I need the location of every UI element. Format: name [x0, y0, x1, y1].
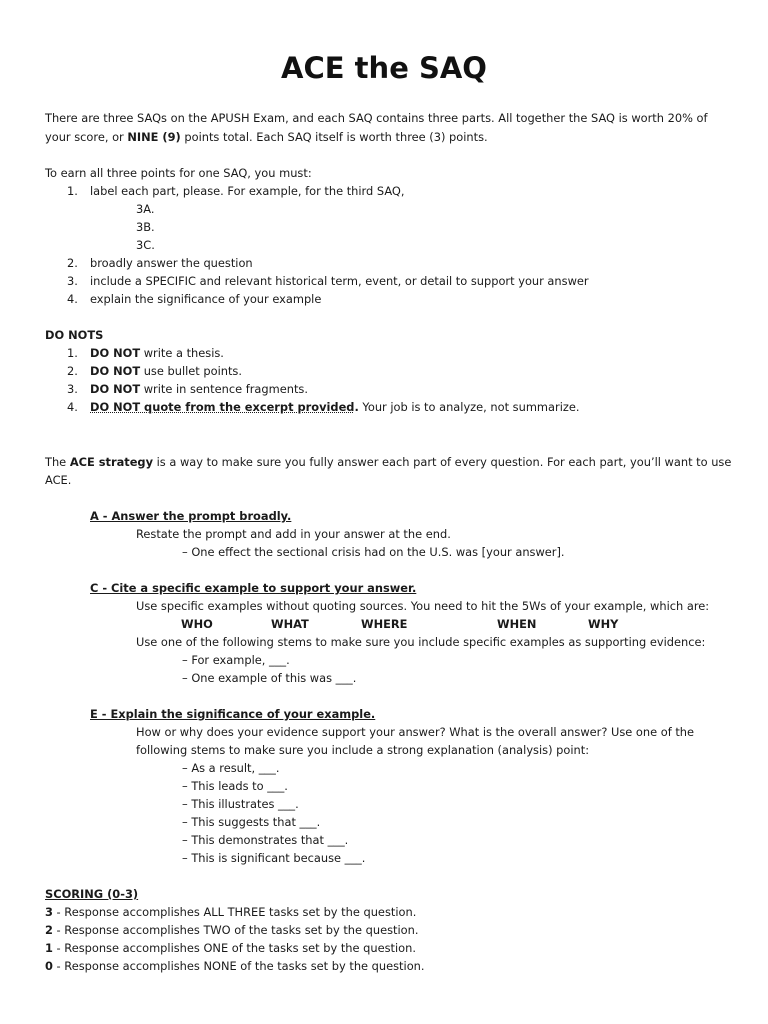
donots-heading: DO NOTS	[45, 328, 104, 342]
list-number: 2.	[67, 364, 78, 378]
section-a-example: – One effect the sectional crisis had on the U.S. was [your answer].	[182, 545, 565, 559]
donot-emphasis: DO NOT	[90, 364, 141, 378]
part-label-3a: 3A.	[136, 202, 155, 216]
ace-intro-line-2: ACE.	[45, 473, 72, 487]
list-text	[90, 380, 308, 398]
scoring-row	[45, 939, 416, 957]
section-e-stem-1: – As a result, ___.	[182, 761, 280, 775]
list-number: 2.	[67, 256, 78, 270]
score-value: 1	[45, 941, 53, 955]
donot-emphasis: DO NOT quote from the excerpt provided	[90, 400, 355, 414]
donot-emphasis-period: .	[354, 400, 359, 414]
list-text: explain the significance of your example	[90, 292, 322, 306]
list-number: 1.	[67, 184, 78, 198]
list-number: 1.	[67, 346, 78, 360]
ace-strategy-emphasis: ACE strategy	[69, 455, 154, 469]
w-label-what: WHAT	[271, 617, 309, 631]
ace-text-tail: is a way to make sure you fully answer each part of every question. For each part, you’ll want to use	[153, 455, 732, 469]
score-description: - Response accomplishes ALL THREE tasks set by the question.	[52, 905, 417, 919]
section-e-stem-6: – This is significant because ___.	[182, 851, 366, 865]
section-e-stem-2: – This leads to ___.	[182, 779, 288, 793]
score-value: 0	[45, 959, 53, 973]
part-label-3b: 3B.	[136, 220, 155, 234]
score-value: 3	[45, 905, 53, 919]
score-value: 2	[45, 923, 53, 937]
donot-text: use bullet points.	[140, 364, 242, 378]
intro-text: your score, or	[45, 130, 128, 144]
scoring-row	[45, 903, 416, 921]
scoring-row	[45, 921, 418, 939]
list-text: include a SPECIFIC and relevant historical term, event, or detail to support your answer	[90, 274, 589, 288]
section-e-text-1: How or why does your evidence support your answer? What is the overall answer? Use one of the	[136, 725, 695, 739]
section-e-heading: E - Explain the significance of your example.	[90, 707, 376, 721]
scoring-heading: SCORING (0-3)	[45, 887, 139, 901]
intro-line-1: There are three SAQs on the APUSH Exam, and each SAQ contains three parts. All together the SAQ is worth 20% of	[45, 111, 708, 125]
section-c-text-1: Use specific examples without quoting sources. You need to hit the 5Ws of your example, which are:	[136, 599, 710, 613]
page-title: ACE the SAQ	[281, 51, 487, 85]
donot-text: write in sentence fragments.	[140, 382, 308, 396]
section-e-stem-5: – This demonstrates that ___.	[182, 833, 349, 847]
list-text: label each part, please. For example, for the third SAQ,	[90, 184, 405, 198]
section-e-text-2: following stems to make sure you include a strong explanation (analysis) point:	[136, 743, 590, 757]
donot-emphasis: DO NOT	[90, 382, 141, 396]
score-description: - Response accomplishes NONE of the tasks set by the question.	[52, 959, 425, 973]
section-c-stem-1: – For example, ___.	[182, 653, 290, 667]
section-e-stem-4: – This suggests that ___.	[182, 815, 321, 829]
intro-text-tail: points total. Each SAQ itself is worth three (3) points.	[180, 130, 488, 144]
list-text	[90, 398, 579, 416]
section-c-text-2: Use one of the following stems to make sure you include specific examples as supporting evidence:	[136, 635, 706, 649]
list-text	[90, 362, 242, 380]
scoring-row	[45, 957, 425, 975]
list-number: 3.	[67, 382, 78, 396]
section-c-stem-2: – One example of this was ___.	[182, 671, 357, 685]
w-label-why: WHY	[588, 617, 619, 631]
w-label-when: WHEN	[497, 617, 537, 631]
score-description: - Response accomplishes TWO of the tasks set by the question.	[52, 923, 419, 937]
list-text	[90, 344, 224, 362]
w-label-where: WHERE	[361, 617, 408, 631]
points-total-emphasis: NINE (9)	[127, 130, 181, 144]
donot-emphasis: DO NOT	[90, 346, 141, 360]
donot-text: Your job is to analyze, not summarize.	[358, 400, 580, 414]
score-description: - Response accomplishes ONE of the tasks set by the question.	[52, 941, 416, 955]
list-number: 4.	[67, 292, 78, 306]
intro-line-2	[45, 128, 488, 146]
list-number: 3.	[67, 274, 78, 288]
donot-text: write a thesis.	[140, 346, 224, 360]
w-label-who: WHO	[181, 617, 213, 631]
ace-intro-line-1	[45, 453, 731, 471]
section-c-heading: C - Cite a specific example to support your answer.	[90, 581, 417, 595]
section-a-text: Restate the prompt and add in your answer at the end.	[136, 527, 451, 541]
ace-text: The	[45, 455, 70, 469]
list-text: broadly answer the question	[90, 256, 253, 270]
list-number: 4.	[67, 400, 78, 414]
part-label-3c: 3C.	[136, 238, 155, 252]
section-e-stem-3: – This illustrates ___.	[182, 797, 299, 811]
section-a-heading: A - Answer the prompt broadly.	[90, 509, 292, 523]
earn-heading: To earn all three points for one SAQ, you must:	[45, 166, 312, 180]
